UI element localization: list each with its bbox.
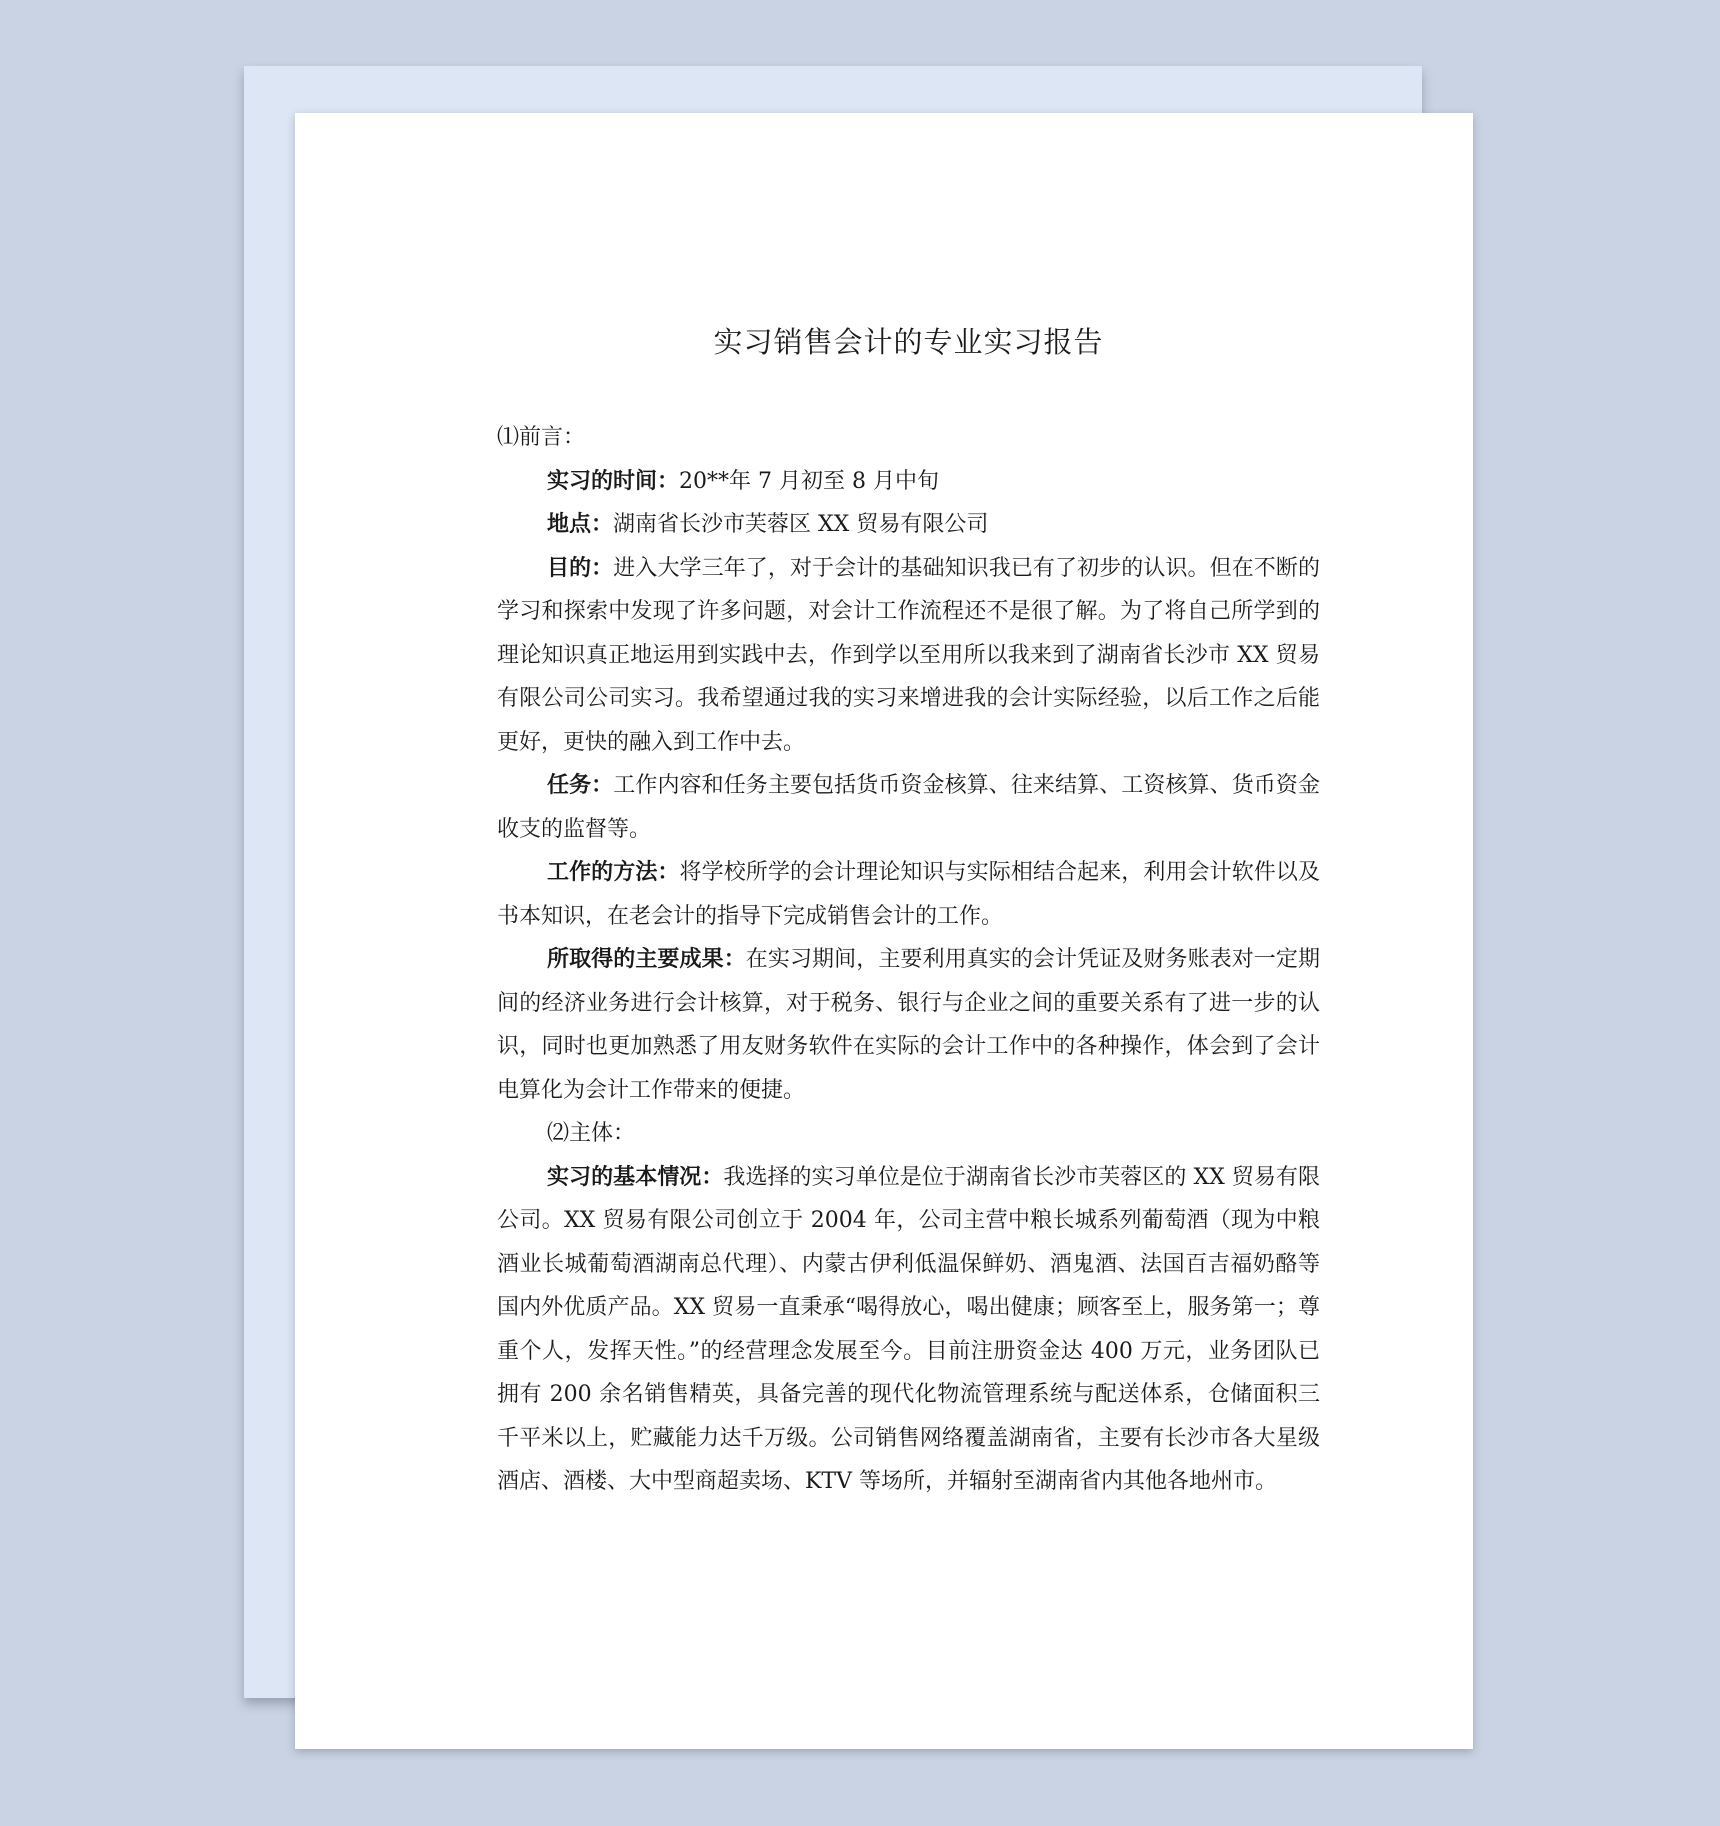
- text-location: 湖南省长沙市芙蓉区 XX 贸易有限公司: [613, 512, 989, 537]
- section-heading-preface: ⑴前言：: [497, 425, 586, 450]
- label-location: 地点：: [547, 512, 614, 537]
- label-task: 任务：: [547, 773, 614, 798]
- paragraph-basic-info: [497, 1156, 1320, 1504]
- text-purpose: 进入大学三年了，对于会计的基础知识我已有了初步的认识。但在不断的学习和探索中发现了许多问题，对会计工作流程还不是很了解。为了将自己所学到的理论知识真正地运用到实践中去，作到学以至用所以我来到了湖南省长沙市 XX 贸易有限公司公司实习。我希望通过我的实习来增进我的会计实际经验，以后工作之后能更好，更快的融入到工作中去。: [497, 555, 1320, 755]
- label-basic-info: 实习的基本情况：: [547, 1164, 724, 1190]
- document-body: [497, 320, 1320, 1504]
- paragraph-time: [497, 460, 1320, 504]
- text-results: 在实习期间，主要利用真实的会计凭证及财务账表对一定期间的经济业务进行会计核算，对于税务、银行与企业之间的重要关系有了进一步的认识，同时也更加熟悉了用友财务软件在实际的会计工作中的各种操作，体会到了会计电算化为会计工作带来的便捷。: [497, 947, 1320, 1103]
- paragraph-location: [497, 503, 1320, 547]
- label-results: 所取得的主要成果：: [547, 947, 746, 972]
- label-time: 实习的时间：: [547, 468, 680, 494]
- text-time: 20**年 7 月初至 8 月中旬: [679, 468, 939, 494]
- paragraph-method: [497, 851, 1320, 938]
- paragraph-purpose: [497, 547, 1320, 765]
- label-method: 工作的方法：: [547, 860, 680, 885]
- document-title: 实习销售会计的专业实习报告: [713, 325, 1104, 359]
- text-basic-info: 我选择的实习单位是位于湖南省长沙市芙蓉区的 XX 贸易有限公司。XX 贸易有限公司创立于 2004 年，公司主营中粮长城系列葡萄酒（现为中粮酒业长城葡萄酒湖南总代理）、内蒙古伊利低温保鲜奶、酒鬼酒、法国百吉福奶酪等国内外优质产品。XX 贸易一直秉承“喝得放心，喝出健康；顾客至上，服务第一；尊重个人，发挥天性。”的经营理念发展至今。目前注册资金达 400 万元，业务团队已拥有 200 余名销售精英，具备完善的现代化物流管理系统与配送体系，仓储面积三千平米以上，贮藏能力达千万级。公司销售网络覆盖湖南省，主要有长沙市各大星级酒店、酒楼、大中型商超卖场、KTV 等场所，并辐射至湖南省内其他各地州市。: [497, 1164, 1320, 1494]
- label-purpose: 目的：: [547, 555, 614, 581]
- paragraph-task: [497, 764, 1320, 851]
- text-task: 工作内容和任务主要包括货币资金核算、往来结算、工资核算、货币资金收支的监督等。: [497, 773, 1320, 842]
- paragraph-results: [497, 938, 1320, 1112]
- text-method: 将学校所学的会计理论知识与实际相结合起来，利用会计软件以及书本知识，在老会计的指导下完成销售会计的工作。: [497, 860, 1320, 929]
- section-heading-main: ⑵主体：: [547, 1121, 636, 1146]
